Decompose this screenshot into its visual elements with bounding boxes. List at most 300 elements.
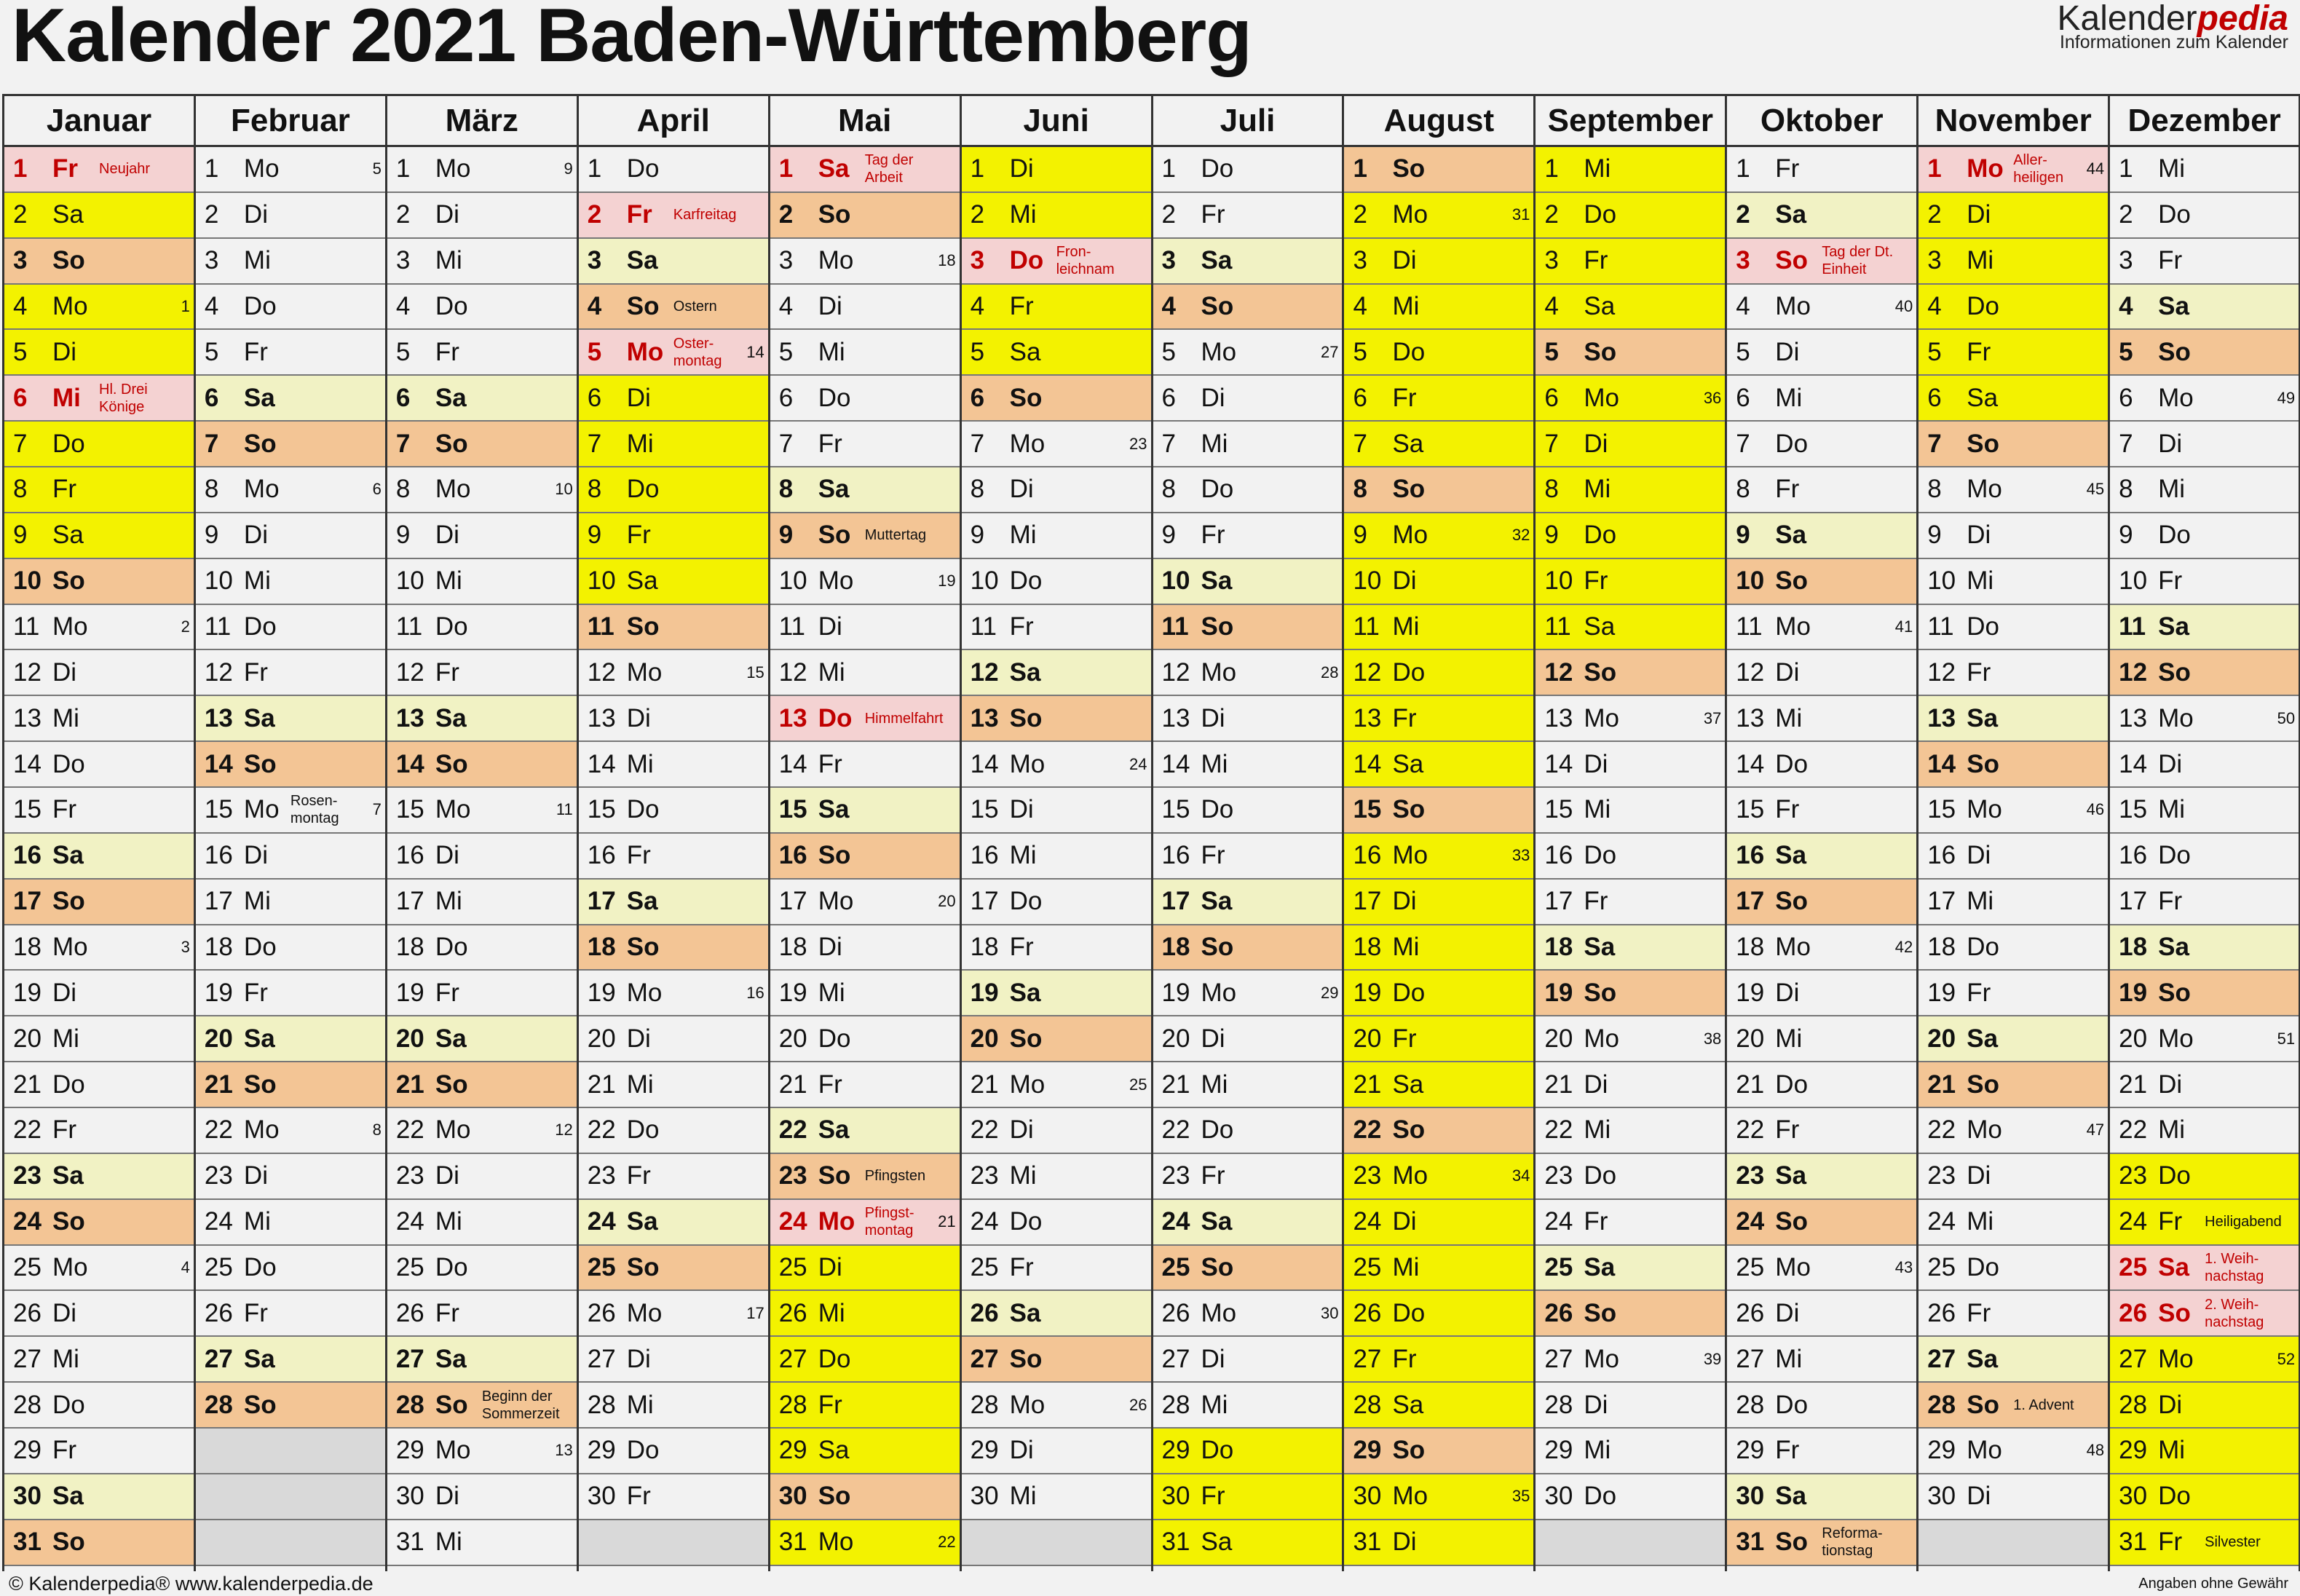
day-cell[interactable] bbox=[196, 513, 385, 559]
day-cell[interactable] bbox=[196, 1200, 385, 1246]
day-cell[interactable] bbox=[1344, 650, 1533, 696]
day-cell[interactable] bbox=[196, 1154, 385, 1200]
day-cell[interactable] bbox=[1918, 1016, 2108, 1062]
day-cell[interactable] bbox=[1918, 971, 2108, 1016]
day-cell[interactable] bbox=[387, 147, 577, 193]
day-cell[interactable] bbox=[196, 330, 385, 376]
day-cell[interactable] bbox=[1536, 605, 1725, 651]
day-cell[interactable] bbox=[196, 467, 385, 513]
day-cell[interactable] bbox=[1536, 1383, 1725, 1429]
day-cell[interactable] bbox=[1344, 1154, 1533, 1200]
day-cell[interactable] bbox=[1153, 1337, 1343, 1383]
day-cell[interactable] bbox=[196, 1062, 385, 1108]
day-cell[interactable] bbox=[1918, 880, 2108, 925]
day-cell[interactable] bbox=[1344, 880, 1533, 925]
day-cell[interactable] bbox=[770, 971, 960, 1016]
day-cell[interactable] bbox=[770, 742, 960, 788]
day-cell[interactable] bbox=[962, 513, 1151, 559]
day-cell[interactable] bbox=[770, 193, 960, 239]
day-cell[interactable] bbox=[1918, 285, 2108, 331]
day-cell[interactable] bbox=[1727, 330, 1916, 376]
day-cell[interactable] bbox=[770, 1429, 960, 1474]
day-cell[interactable] bbox=[1344, 1200, 1533, 1246]
day-cell[interactable] bbox=[4, 1154, 194, 1200]
day-cell[interactable] bbox=[1153, 742, 1343, 788]
day-cell[interactable] bbox=[2110, 1108, 2299, 1154]
day-cell[interactable] bbox=[770, 650, 960, 696]
day-cell[interactable] bbox=[387, 559, 577, 605]
day-cell[interactable] bbox=[1153, 971, 1343, 1016]
day-cell[interactable] bbox=[579, 605, 768, 651]
day-cell[interactable] bbox=[1153, 925, 1343, 971]
day-cell[interactable] bbox=[962, 1246, 1151, 1292]
day-cell[interactable] bbox=[4, 1016, 194, 1062]
day-cell[interactable] bbox=[196, 1291, 385, 1337]
day-cell[interactable] bbox=[2110, 559, 2299, 605]
day-cell[interactable] bbox=[4, 330, 194, 376]
day-cell[interactable] bbox=[579, 376, 768, 422]
day-cell[interactable] bbox=[770, 1474, 960, 1520]
day-cell[interactable] bbox=[2110, 1291, 2299, 1337]
day-cell[interactable] bbox=[579, 650, 768, 696]
day-cell[interactable] bbox=[1344, 696, 1533, 742]
day-cell[interactable] bbox=[4, 376, 194, 422]
day-cell[interactable] bbox=[387, 193, 577, 239]
day-cell[interactable] bbox=[1727, 880, 1916, 925]
day-cell[interactable] bbox=[196, 285, 385, 331]
day-cell[interactable] bbox=[2110, 925, 2299, 971]
day-cell[interactable] bbox=[2110, 1200, 2299, 1246]
day-cell[interactable] bbox=[579, 742, 768, 788]
day-cell[interactable] bbox=[1727, 650, 1916, 696]
day-cell[interactable] bbox=[2110, 1474, 2299, 1520]
day-cell[interactable] bbox=[4, 1291, 194, 1337]
day-cell[interactable] bbox=[2110, 742, 2299, 788]
day-cell[interactable] bbox=[579, 559, 768, 605]
day-cell[interactable] bbox=[4, 422, 194, 467]
day-cell[interactable] bbox=[1153, 650, 1343, 696]
day-cell[interactable] bbox=[196, 1016, 385, 1062]
day-cell[interactable] bbox=[1727, 1474, 1916, 1520]
day-cell[interactable] bbox=[579, 1200, 768, 1246]
day-cell[interactable] bbox=[1918, 788, 2108, 834]
day-cell[interactable] bbox=[387, 925, 577, 971]
day-cell[interactable] bbox=[1344, 788, 1533, 834]
day-cell[interactable] bbox=[579, 513, 768, 559]
day-cell[interactable] bbox=[1344, 1429, 1533, 1474]
day-cell[interactable] bbox=[1153, 1200, 1343, 1246]
day-cell[interactable] bbox=[2110, 330, 2299, 376]
day-cell[interactable] bbox=[387, 1337, 577, 1383]
day-cell[interactable] bbox=[4, 147, 194, 193]
day-cell[interactable] bbox=[579, 239, 768, 285]
day-cell[interactable] bbox=[1153, 1291, 1343, 1337]
day-cell[interactable] bbox=[1153, 1016, 1343, 1062]
day-cell[interactable] bbox=[579, 834, 768, 880]
day-cell[interactable] bbox=[1918, 239, 2108, 285]
day-cell[interactable] bbox=[387, 513, 577, 559]
day-cell[interactable] bbox=[962, 696, 1151, 742]
day-cell[interactable] bbox=[962, 285, 1151, 331]
day-cell[interactable] bbox=[1918, 330, 2108, 376]
day-cell[interactable] bbox=[4, 1383, 194, 1429]
day-cell[interactable] bbox=[770, 467, 960, 513]
day-cell[interactable] bbox=[1153, 1062, 1343, 1108]
day-cell[interactable] bbox=[770, 1291, 960, 1337]
day-cell[interactable] bbox=[1536, 696, 1725, 742]
day-cell[interactable] bbox=[1153, 376, 1343, 422]
day-cell[interactable] bbox=[2110, 1154, 2299, 1200]
day-cell[interactable] bbox=[579, 925, 768, 971]
day-cell[interactable] bbox=[387, 376, 577, 422]
day-cell[interactable] bbox=[2110, 971, 2299, 1016]
day-cell[interactable] bbox=[1536, 147, 1725, 193]
day-cell[interactable] bbox=[1727, 971, 1916, 1016]
day-cell[interactable] bbox=[579, 1291, 768, 1337]
day-cell[interactable] bbox=[770, 239, 960, 285]
day-cell[interactable] bbox=[1727, 1337, 1916, 1383]
day-cell[interactable] bbox=[1536, 1429, 1725, 1474]
day-cell[interactable] bbox=[1344, 1474, 1533, 1520]
day-cell[interactable] bbox=[1918, 1154, 2108, 1200]
day-cell[interactable] bbox=[1153, 1108, 1343, 1154]
day-cell[interactable] bbox=[1153, 467, 1343, 513]
day-cell[interactable] bbox=[962, 1383, 1151, 1429]
day-cell[interactable] bbox=[4, 1429, 194, 1474]
day-cell[interactable] bbox=[579, 788, 768, 834]
day-cell[interactable] bbox=[1536, 559, 1725, 605]
day-cell[interactable] bbox=[387, 696, 577, 742]
day-cell[interactable] bbox=[2110, 1337, 2299, 1383]
day-cell[interactable] bbox=[4, 880, 194, 925]
day-cell[interactable] bbox=[1153, 330, 1343, 376]
day-cell[interactable] bbox=[1727, 1154, 1916, 1200]
day-cell[interactable] bbox=[1344, 193, 1533, 239]
day-cell[interactable] bbox=[1727, 422, 1916, 467]
day-cell[interactable] bbox=[2110, 147, 2299, 193]
day-cell[interactable] bbox=[962, 559, 1151, 605]
day-cell[interactable] bbox=[1727, 742, 1916, 788]
day-cell[interactable] bbox=[579, 285, 768, 331]
day-cell[interactable] bbox=[1918, 513, 2108, 559]
day-cell[interactable] bbox=[770, 880, 960, 925]
day-cell[interactable] bbox=[1918, 1429, 2108, 1474]
day-cell[interactable] bbox=[2110, 239, 2299, 285]
day-cell[interactable] bbox=[1727, 1016, 1916, 1062]
day-cell[interactable] bbox=[4, 1474, 194, 1520]
day-cell[interactable] bbox=[4, 1062, 194, 1108]
day-cell[interactable] bbox=[1727, 834, 1916, 880]
day-cell[interactable] bbox=[579, 880, 768, 925]
day-cell[interactable] bbox=[1536, 1062, 1725, 1108]
day-cell[interactable] bbox=[770, 422, 960, 467]
day-cell[interactable] bbox=[1344, 467, 1533, 513]
day-cell[interactable] bbox=[1536, 513, 1725, 559]
day-cell[interactable] bbox=[1153, 1520, 1343, 1566]
day-cell[interactable] bbox=[1727, 559, 1916, 605]
day-cell[interactable] bbox=[1918, 696, 2108, 742]
day-cell[interactable] bbox=[1727, 467, 1916, 513]
day-cell[interactable] bbox=[1727, 376, 1916, 422]
day-cell[interactable] bbox=[1918, 834, 2108, 880]
day-cell[interactable] bbox=[1344, 1108, 1533, 1154]
day-cell[interactable] bbox=[1153, 880, 1343, 925]
day-cell[interactable] bbox=[770, 1246, 960, 1292]
day-cell[interactable] bbox=[2110, 788, 2299, 834]
day-cell[interactable] bbox=[962, 971, 1151, 1016]
day-cell[interactable] bbox=[1727, 285, 1916, 331]
day-cell[interactable] bbox=[770, 788, 960, 834]
day-cell[interactable] bbox=[770, 330, 960, 376]
day-cell[interactable] bbox=[387, 1291, 577, 1337]
day-cell[interactable] bbox=[1536, 330, 1725, 376]
day-cell[interactable] bbox=[962, 742, 1151, 788]
day-cell[interactable] bbox=[770, 1108, 960, 1154]
day-cell[interactable] bbox=[1918, 650, 2108, 696]
day-cell[interactable] bbox=[387, 239, 577, 285]
day-cell[interactable] bbox=[1344, 1016, 1533, 1062]
day-cell[interactable] bbox=[387, 1383, 577, 1429]
day-cell[interactable] bbox=[962, 1337, 1151, 1383]
day-cell[interactable] bbox=[1344, 925, 1533, 971]
day-cell[interactable] bbox=[196, 788, 385, 834]
day-cell[interactable] bbox=[962, 880, 1151, 925]
day-cell[interactable] bbox=[1153, 1154, 1343, 1200]
day-cell[interactable] bbox=[4, 1337, 194, 1383]
day-cell[interactable] bbox=[579, 971, 768, 1016]
day-cell[interactable] bbox=[387, 1016, 577, 1062]
day-cell[interactable] bbox=[1727, 147, 1916, 193]
day-cell[interactable] bbox=[2110, 880, 2299, 925]
day-cell[interactable] bbox=[770, 1520, 960, 1566]
day-cell[interactable] bbox=[1344, 605, 1533, 651]
day-cell[interactable] bbox=[196, 1246, 385, 1292]
day-cell[interactable] bbox=[962, 239, 1151, 285]
day-cell[interactable] bbox=[1536, 1337, 1725, 1383]
day-cell[interactable] bbox=[1918, 742, 2108, 788]
day-cell[interactable] bbox=[2110, 513, 2299, 559]
day-cell[interactable] bbox=[1344, 1520, 1533, 1566]
day-cell[interactable] bbox=[387, 880, 577, 925]
day-cell[interactable] bbox=[2110, 285, 2299, 331]
day-cell[interactable] bbox=[1344, 1246, 1533, 1292]
day-cell[interactable] bbox=[1153, 193, 1343, 239]
day-cell[interactable] bbox=[4, 1108, 194, 1154]
day-cell[interactable] bbox=[1344, 239, 1533, 285]
day-cell[interactable] bbox=[579, 147, 768, 193]
day-cell[interactable] bbox=[4, 788, 194, 834]
day-cell[interactable] bbox=[1153, 788, 1343, 834]
day-cell[interactable] bbox=[1727, 696, 1916, 742]
day-cell[interactable] bbox=[1536, 376, 1725, 422]
day-cell[interactable] bbox=[1153, 239, 1343, 285]
day-cell[interactable] bbox=[1153, 1429, 1343, 1474]
day-cell[interactable] bbox=[4, 650, 194, 696]
day-cell[interactable] bbox=[1918, 605, 2108, 651]
day-cell[interactable] bbox=[1344, 971, 1533, 1016]
day-cell[interactable] bbox=[387, 1474, 577, 1520]
day-cell[interactable] bbox=[1344, 422, 1533, 467]
day-cell[interactable] bbox=[1344, 559, 1533, 605]
day-cell[interactable] bbox=[196, 696, 385, 742]
day-cell[interactable] bbox=[962, 1200, 1151, 1246]
day-cell[interactable] bbox=[4, 834, 194, 880]
day-cell[interactable] bbox=[2110, 605, 2299, 651]
day-cell[interactable] bbox=[387, 742, 577, 788]
day-cell[interactable] bbox=[579, 1016, 768, 1062]
day-cell[interactable] bbox=[2110, 1062, 2299, 1108]
day-cell[interactable] bbox=[387, 971, 577, 1016]
day-cell[interactable] bbox=[4, 1246, 194, 1292]
day-cell[interactable] bbox=[387, 1108, 577, 1154]
day-cell[interactable] bbox=[962, 605, 1151, 651]
day-cell[interactable] bbox=[1344, 1062, 1533, 1108]
day-cell[interactable] bbox=[770, 513, 960, 559]
day-cell[interactable] bbox=[196, 650, 385, 696]
day-cell[interactable] bbox=[4, 513, 194, 559]
day-cell[interactable] bbox=[196, 1383, 385, 1429]
day-cell[interactable] bbox=[770, 1383, 960, 1429]
day-cell[interactable] bbox=[387, 788, 577, 834]
day-cell[interactable] bbox=[2110, 193, 2299, 239]
day-cell[interactable] bbox=[1727, 1246, 1916, 1292]
day-cell[interactable] bbox=[1918, 1062, 2108, 1108]
day-cell[interactable] bbox=[196, 239, 385, 285]
day-cell[interactable] bbox=[1536, 1016, 1725, 1062]
day-cell[interactable] bbox=[579, 467, 768, 513]
day-cell[interactable] bbox=[387, 422, 577, 467]
day-cell[interactable] bbox=[1918, 1200, 2108, 1246]
day-cell[interactable] bbox=[387, 834, 577, 880]
day-cell[interactable] bbox=[196, 1337, 385, 1383]
day-cell[interactable] bbox=[1727, 1291, 1916, 1337]
day-cell[interactable] bbox=[962, 147, 1151, 193]
day-cell[interactable] bbox=[770, 1200, 960, 1246]
day-cell[interactable] bbox=[962, 1062, 1151, 1108]
day-cell[interactable] bbox=[579, 1383, 768, 1429]
day-cell[interactable] bbox=[770, 1154, 960, 1200]
day-cell[interactable] bbox=[4, 467, 194, 513]
day-cell[interactable] bbox=[387, 605, 577, 651]
day-cell[interactable] bbox=[962, 422, 1151, 467]
day-cell[interactable] bbox=[1536, 834, 1725, 880]
day-cell[interactable] bbox=[962, 193, 1151, 239]
day-cell[interactable] bbox=[1536, 650, 1725, 696]
day-cell[interactable] bbox=[1536, 1200, 1725, 1246]
day-cell[interactable] bbox=[1918, 559, 2108, 605]
day-cell[interactable] bbox=[1918, 376, 2108, 422]
day-cell[interactable] bbox=[387, 1154, 577, 1200]
day-cell[interactable] bbox=[1344, 1291, 1533, 1337]
day-cell[interactable] bbox=[1918, 147, 2108, 193]
day-cell[interactable] bbox=[1153, 147, 1343, 193]
day-cell[interactable] bbox=[770, 605, 960, 651]
day-cell[interactable] bbox=[579, 1429, 768, 1474]
day-cell[interactable] bbox=[1727, 1108, 1916, 1154]
day-cell[interactable] bbox=[196, 742, 385, 788]
day-cell[interactable] bbox=[1918, 1337, 2108, 1383]
day-cell[interactable] bbox=[196, 422, 385, 467]
day-cell[interactable] bbox=[196, 1108, 385, 1154]
day-cell[interactable] bbox=[4, 1520, 194, 1566]
day-cell[interactable] bbox=[2110, 1246, 2299, 1292]
day-cell[interactable] bbox=[4, 239, 194, 285]
day-cell[interactable] bbox=[579, 422, 768, 467]
day-cell[interactable] bbox=[579, 1474, 768, 1520]
day-cell[interactable] bbox=[1727, 239, 1916, 285]
day-cell[interactable] bbox=[2110, 1520, 2299, 1566]
day-cell[interactable] bbox=[770, 285, 960, 331]
day-cell[interactable] bbox=[196, 971, 385, 1016]
day-cell[interactable] bbox=[1727, 1200, 1916, 1246]
day-cell[interactable] bbox=[1918, 925, 2108, 971]
day-cell[interactable] bbox=[196, 559, 385, 605]
day-cell[interactable] bbox=[1536, 788, 1725, 834]
day-cell[interactable] bbox=[4, 1200, 194, 1246]
day-cell[interactable] bbox=[1727, 1520, 1916, 1566]
day-cell[interactable] bbox=[2110, 834, 2299, 880]
day-cell[interactable] bbox=[1727, 925, 1916, 971]
day-cell[interactable] bbox=[1918, 467, 2108, 513]
day-cell[interactable] bbox=[387, 285, 577, 331]
day-cell[interactable] bbox=[1344, 1337, 1533, 1383]
day-cell[interactable] bbox=[4, 559, 194, 605]
day-cell[interactable] bbox=[387, 1429, 577, 1474]
day-cell[interactable] bbox=[196, 925, 385, 971]
day-cell[interactable] bbox=[1153, 513, 1343, 559]
day-cell[interactable] bbox=[1536, 1108, 1725, 1154]
day-cell[interactable] bbox=[770, 559, 960, 605]
day-cell[interactable] bbox=[387, 1062, 577, 1108]
day-cell[interactable] bbox=[579, 1154, 768, 1200]
day-cell[interactable] bbox=[579, 1337, 768, 1383]
day-cell[interactable] bbox=[4, 285, 194, 331]
day-cell[interactable] bbox=[1153, 422, 1343, 467]
day-cell[interactable] bbox=[962, 1108, 1151, 1154]
day-cell[interactable] bbox=[1727, 788, 1916, 834]
day-cell[interactable] bbox=[196, 376, 385, 422]
day-cell[interactable] bbox=[579, 193, 768, 239]
day-cell[interactable] bbox=[1918, 1383, 2108, 1429]
day-cell[interactable] bbox=[4, 193, 194, 239]
day-cell[interactable] bbox=[770, 147, 960, 193]
day-cell[interactable] bbox=[579, 1062, 768, 1108]
day-cell[interactable] bbox=[962, 467, 1151, 513]
day-cell[interactable] bbox=[1918, 193, 2108, 239]
day-cell[interactable] bbox=[1918, 1108, 2108, 1154]
day-cell[interactable] bbox=[770, 376, 960, 422]
day-cell[interactable] bbox=[1536, 193, 1725, 239]
day-cell[interactable] bbox=[2110, 1016, 2299, 1062]
day-cell[interactable] bbox=[1153, 1383, 1343, 1429]
day-cell[interactable] bbox=[1536, 1474, 1725, 1520]
day-cell[interactable] bbox=[1727, 1429, 1916, 1474]
day-cell[interactable] bbox=[1153, 559, 1343, 605]
day-cell[interactable] bbox=[962, 788, 1151, 834]
day-cell[interactable] bbox=[2110, 1383, 2299, 1429]
day-cell[interactable] bbox=[1153, 1474, 1343, 1520]
day-cell[interactable] bbox=[387, 1246, 577, 1292]
day-cell[interactable] bbox=[770, 1337, 960, 1383]
day-cell[interactable] bbox=[1536, 1291, 1725, 1337]
day-cell[interactable] bbox=[4, 742, 194, 788]
day-cell[interactable] bbox=[387, 1520, 577, 1566]
day-cell[interactable] bbox=[196, 605, 385, 651]
day-cell[interactable] bbox=[1536, 742, 1725, 788]
day-cell[interactable] bbox=[1536, 925, 1725, 971]
day-cell[interactable] bbox=[1153, 605, 1343, 651]
day-cell[interactable] bbox=[387, 650, 577, 696]
